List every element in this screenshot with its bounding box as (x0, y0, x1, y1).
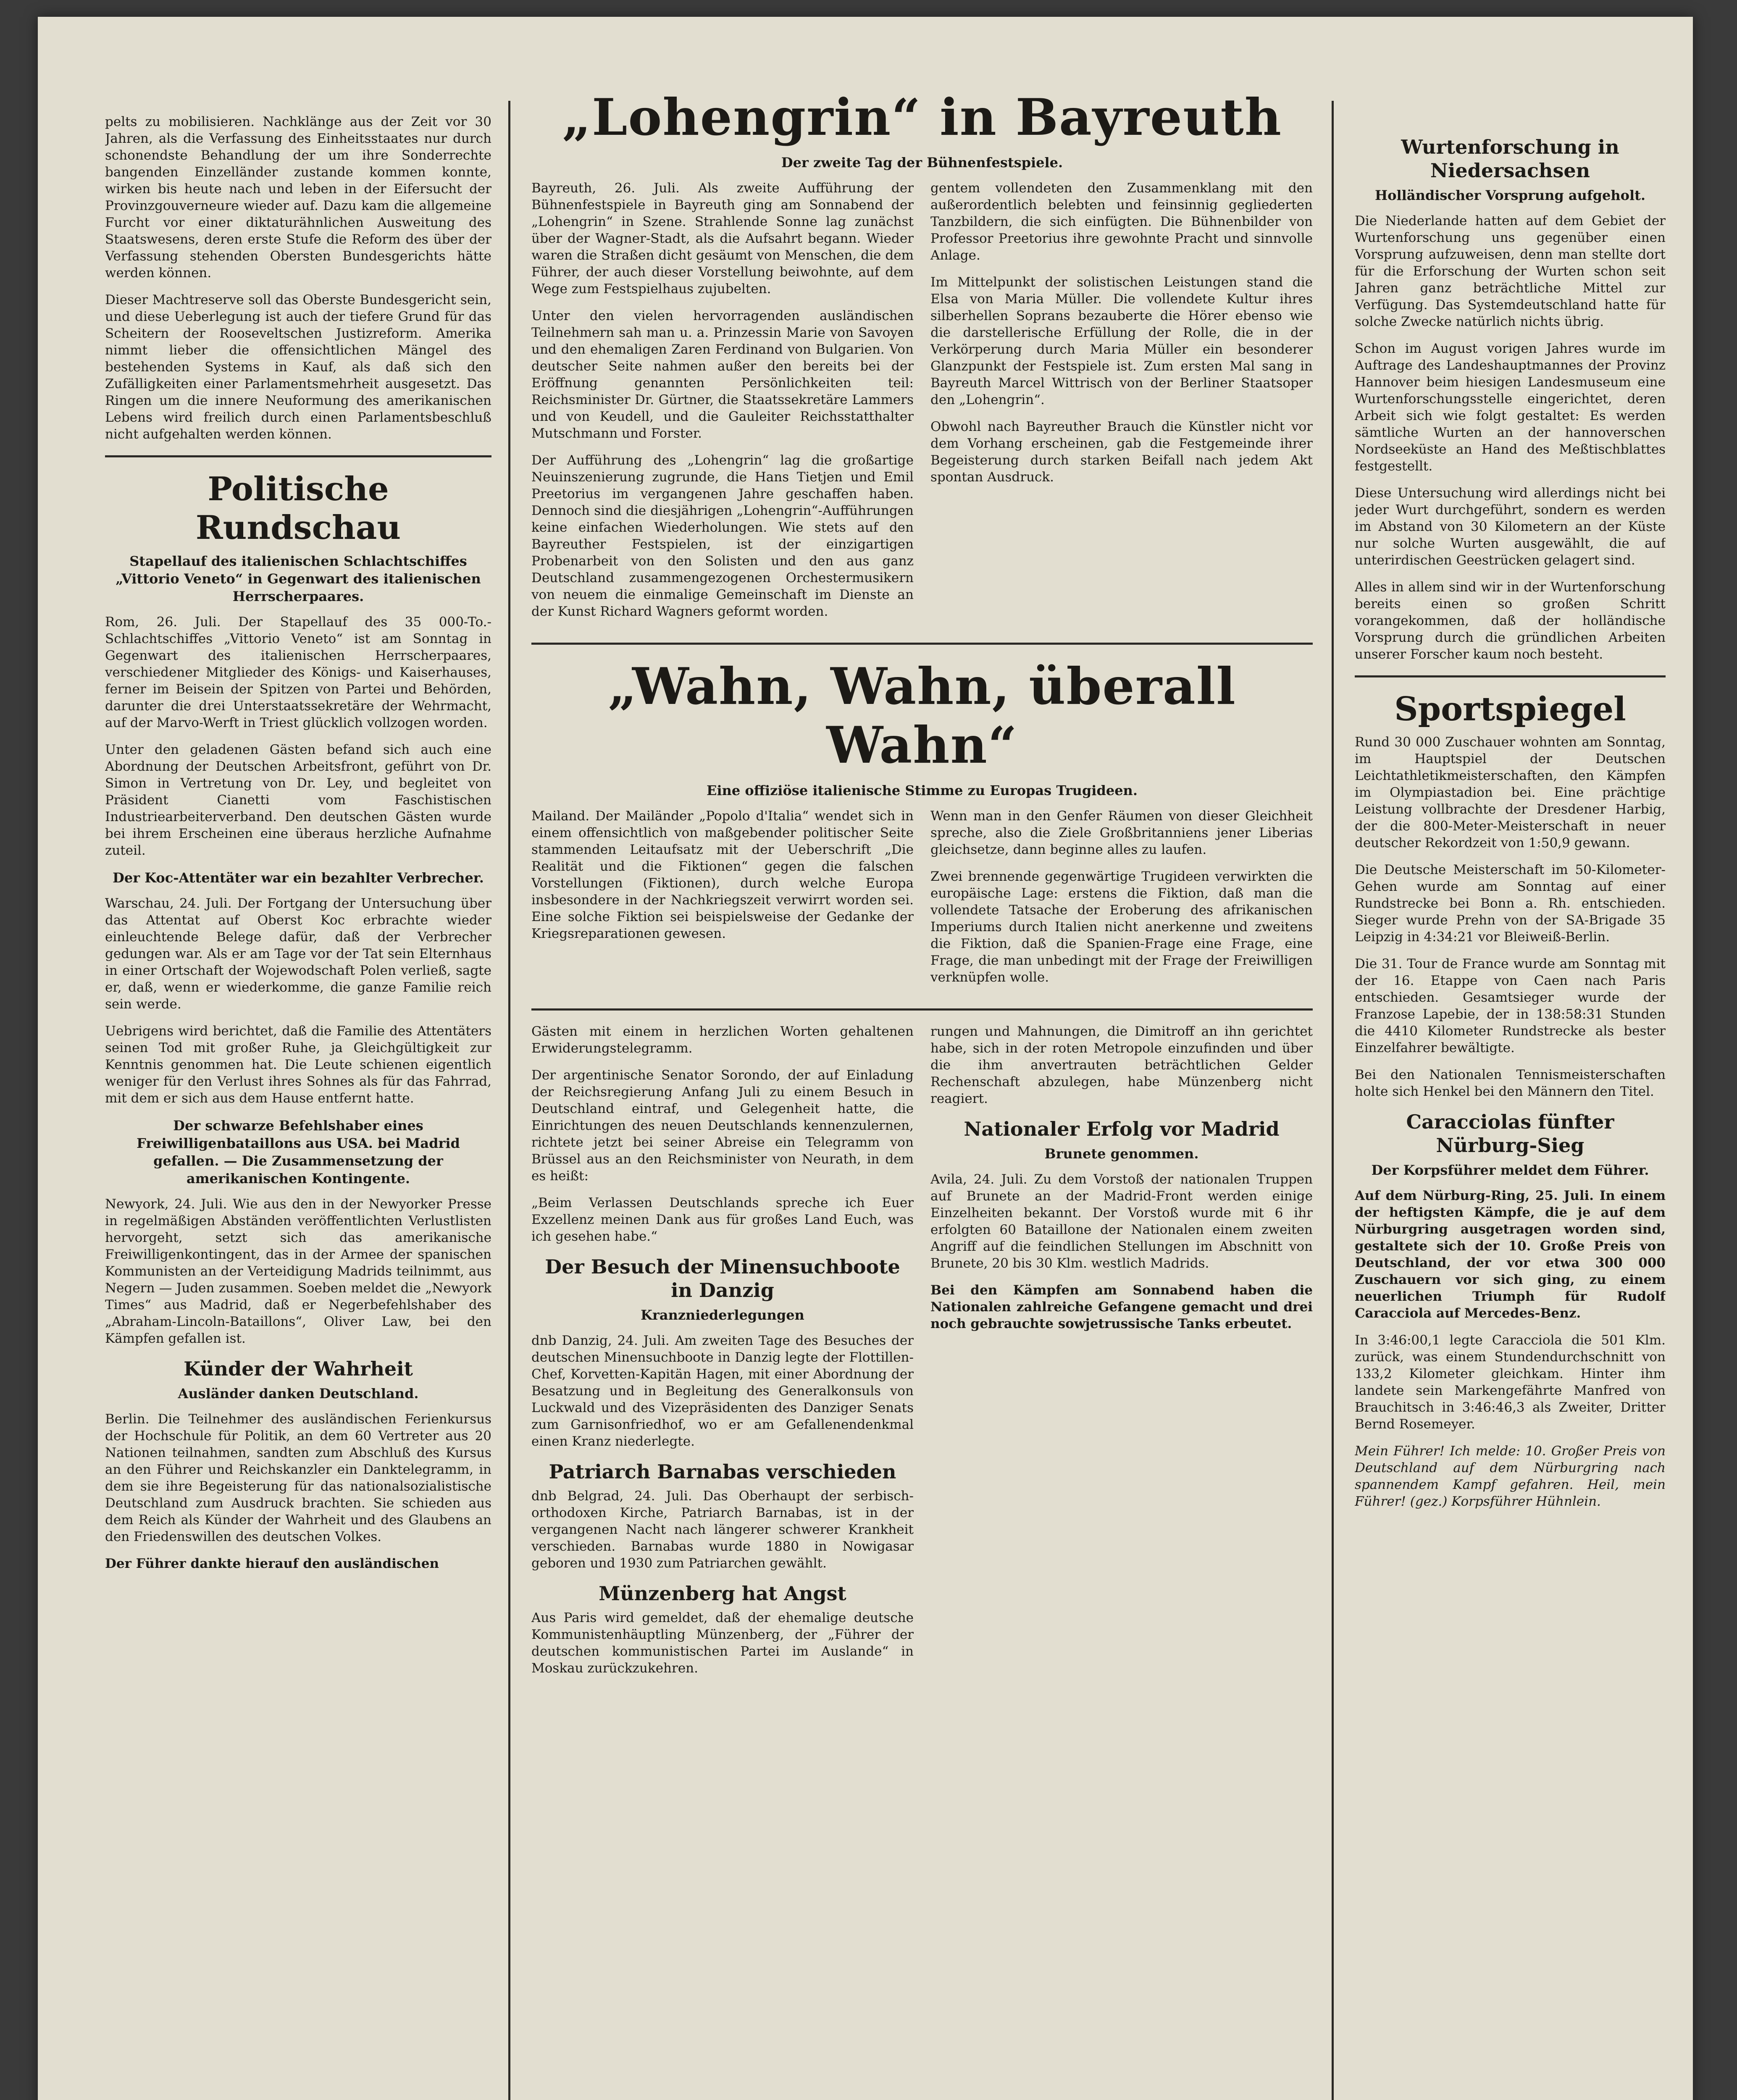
article-text: Die Deutsche Meisterschaft im 50-Kilometer-Gehen wurde am Sonntag auf einer Rundstrecke bei Bonn a. Rh. entschieden. Sieger wurde Prehn von der SA-Brigade 35 Leipzig in 4:34:21 vor Bleiweiß-Berlin. (1355, 862, 1666, 945)
headline-politische-rundschau: Politische Rundschau (195, 470, 401, 547)
divider (105, 455, 491, 457)
article-text: Unter den vielen hervorragenden ausländischen Teilnehmern sah man u. a. Prinzessin Marie von Savoyen und den ehemaligen Zaren Ferdinand von Bulgarien. Von deutscher Seite nahmen außer den bereits bei der Eröffnung genannten Persönlichkeiten teil: Reichsminister Dr. Gürtner, die Staatssekretäre Lammers und von Keudell, und die Gauleiter Reichsstatthalter Mutschmann und Forster. (531, 308, 914, 441)
article-text: In 3:46:00,1 legte Caracciola die 501 Klm. zurück, was einem Stundendurchschnitt von 133,2 Kilometer gleichkam. Hinter ihm landete sein Markengefährte Manfred von Brauchitsch in 3:46:46,3 als Zweiter, Dritter Bernd Rosemeyer. (1355, 1333, 1666, 1432)
article-text: Aus Paris wird gemeldet, daß der ehemalige deutsche Kommunistenhäuptling Münzenberg, der „Führer der deutschen kommunistischen Partei im Auslande“ in Moskau zurückzukehren. (531, 1610, 914, 1676)
divider (531, 1008, 1313, 1011)
newspaper-page (38, 17, 1693, 2100)
subheadline-kuender: Ausländer danken Deutschland. (178, 1386, 419, 1402)
article-text: „Beim Verlassen Deutschlands spreche ich Euer Exzellenz meinen Dank aus für großes Land Euch, was ich gesehen habe.“ (531, 1195, 914, 1244)
article-text: dnb Belgrad, 24. Juli. Das Oberhaupt der serbisch-orthodoxen Kirche, Patriarch Barnabas, ist in der vergangenen Nacht nach längerer schwerer Krankheit verschieden. Barnabas wurde 1880 in Nowigasar geboren und 1930 zum Patriarchen gewählt. (531, 1488, 914, 1571)
article-text: Mein Führer! Ich melde: 10. Großer Preis von Deutschland auf dem Nürburgring nach spannendem Kampf gefahren. Heil, mein Führer! (gez.) Korpsführer Hühnlein. (1355, 1444, 1666, 1509)
headline-erfolg-madrid: Nationaler Erfolg vor Madrid (964, 1118, 1280, 1140)
article-text: Avila, 24. Juli. Zu dem Vorstoß der nationalen Truppen auf Brunete an der Madrid-Front werden einige Einzelheiten bekannt. Der Vorstoß wurde mit 6 ihr erfolgten 60 Bataillone der Nationalen einem zweiten Angriff auf die feindlichen Stellungen im Abschnitt von Brunete, 20 bis 30 Klm. westlich Madrids. (930, 1172, 1313, 1271)
article-text: Rom, 26. Juli. Der Stapellauf des 35 000-To.-Schlachtschiffes „Vittorio Veneto“ ist am Sonntag in Gegenwart des italienischen Herrscherpaares, verschiedener Mitglieder des Königs- und Kaiserhauses, ferner im Beisein der Spitzen von Partei und Behörden, darunter die drei Unterstaatssekretäre der Wehrmacht, auf der Marvo-Werft in Triest glücklich vollzogen worden. (105, 614, 491, 730)
article-text: rungen und Mahnungen, die Dimitroff an ihn gerichtet habe, sich in der roten Metropole einzufinden und über die ihm anvertrauten beträchtlichen Gelder Rechenschaft abzulegen, habe Münzenberg nicht reagiert. (930, 1024, 1313, 1106)
article-text: Der Aufführung des „Lohengrin“ lag die großartige Neuinszenierung zugrunde, die Hans Tietjen und Emil Preetorius im vergangenen Jahre geschaffen haben. Dennoch sind die diesjährigen „Lohengrin“-Aufführungen keine einfachen Wiederholungen. Wie stets auf den Bayreuther Festspielen, ist der einzigartigen Probenarbeit von den Solisten und den aus ganz Deutschland zusammengezogenen Orchestermusikern von neuem die einmalige Gemeinschaft im Dienste an der Kunst Richard Wagners geformt worden. (531, 453, 914, 619)
article-text: Newyork, 24. Juli. Wie aus den in der Newyorker Presse in regelmäßigen Abständen veröffentlichten Verlustlisten hervorgeht, setzt sich das amerikanische Freiwilligenkontingent, das in der Armee der spanischen Kommunisten an der Verteidigung Madrids teilnimmt, aus Negern — Juden zusammen. Soeben meldet die „Newyork Times“ aus Madrid, daß er Negerbefehlshaber des „Abraham-Lincoln-Bataillons“, Oliver Law, bei den Kämpfen gefallen ist. (105, 1197, 491, 1346)
subheadline-bataillon: Der schwarze Befehlshaber eines Freiwilligenbataillons aus USA. bei Madrid gefallen. — Die Zusammensetzung der amerikanischen Kontingente. (137, 1118, 460, 1186)
article-text: Der Führer dankte hierauf den ausländischen (105, 1556, 439, 1571)
article-text: Gästen mit einem in herzlichen Worten gehaltenen Erwiderungstelegramm. (531, 1024, 914, 1056)
article-text: Die 31. Tour de France wurde am Sonntag mit der 16. Etappe von Caen nach Paris entschieden. Gesamtsieger wurde der Franzose Lapebie, der in 138:58:31 Stunden die 4410 Kilometer Rundstrecke als bester Einzelfahrer bewältigte. (1355, 956, 1666, 1055)
article-text: Berlin. Die Teilnehmer des ausländischen Ferienkursus der Hochschule für Politik, an dem 60 Vertreter aus 20 Nationen teilnahmen, sandten zum Abschluß des Kursus an den Führer und Reichskanzler ein Danktelegramm, in dem sie ihre Begeisterung für das nationalsozialistische Deutschland zum Ausdruck brachten. Sie schieden aus dem Reich als Künder der Wahrheit und des Glaubens an den Friedenswillen des deutschen Volkes. (105, 1412, 491, 1544)
article-text: Obwohl nach Bayreuther Brauch die Künstler nicht vor dem Vorhang erscheinen, gab die Festgemeinde ihrer Begeisterung durch starken Beifall nach jedem Akt spontan Ausdruck. (930, 419, 1313, 485)
headline-kuender-der-wahrheit: Künder der Wahrheit (184, 1357, 413, 1380)
article-text: Alles in allem sind wir in der Wurtenforschung bereits einen so großen Schritt vorangekommen, daß der holländische Vorsprung durch die gründlichen Arbeiten unserer Forscher kaum noch besteht. (1355, 580, 1666, 662)
headline-wurtenforschung: Wurtenforschung in Niedersachsen (1401, 136, 1619, 182)
article-text: Wenn man in den Genfer Räumen von dieser Gleichheit spreche, also die Ziele Großbritanniens jener Liberias gleichsetze, dann beginne alles zu laufen. (930, 808, 1313, 857)
article-text: Bei den Nationalen Tennismeisterschaften holte sich Henkel bei den Männern den Titel. (1355, 1067, 1666, 1099)
headline-sportspiegel: Sportspiegel (1394, 690, 1626, 728)
headline-muenzenberg: Münzenberg hat Angst (599, 1582, 846, 1605)
headline-lohengrin: „Lohengrin“ in Bayreuth (562, 88, 1282, 147)
subheadline-koc: Der Koc-Attentäter war ein bezahlter Verbrecher. (113, 870, 484, 886)
article-text: Diese Untersuchung wird allerdings nicht bei jeder Wurt durchgeführt, sondern es werden im Abstand von 30 Kilometern an der Küste nur solche Wurten ausgewählt, die auf unterirdischen Geestrücken gelagert sind. (1355, 486, 1666, 568)
article-text: Schon im August vorigen Jahres wurde im Auftrage des Landeshauptmannes der Provinz Hannover beim hiesigen Landesmuseum eine Wurtenforschungsstelle eingerichtet, deren Arbeit sich wie folgt gestaltet: Es werden sämtliche Wurten an der hannoverschen Nordseeküste an Hand des Meßtischblattes festgestellt. (1355, 341, 1666, 474)
column-center (531, 84, 1313, 2100)
lohengrin-article (531, 180, 1313, 630)
column-right (1355, 126, 1666, 2100)
subheadline-minensuchboote: Kranzniederlegungen (641, 1307, 804, 1323)
article-text: Mailand. Der Mailänder „Popolo d'Italia“ wendet sich in einem offensichtlich von maßgebender politischer Seite stammenden Leitaufsatz mit der Ueberschrift „Die Realität und die Fiktionen“ gegen die falschen Vorstellungen (Fiktionen), durch welche Europa insbesondere in der Nachkriegszeit verwirrt worden sei. Eine solche Fiktion sei beispielsweise der Gedanke der Kriegsreparationen gewesen. (531, 808, 914, 941)
subheadline-stapellauf: Stapellauf des italienischen Schlachtschiffes „Vittorio Veneto“ in Gegenwart des italienischen Herrscherpaares. (116, 553, 481, 604)
article-text: gentem vollendeten den Zusammenklang mit den außerordentlich belebten und feinsinnig gegliederten Tanzbildern, die sich einfügten. Die Bühnenbilder von Professor Preetorius ihre gewohnte Pracht und sinnvolle Anlage. (930, 181, 1313, 263)
article-text: Der argentinische Senator Sorondo, der auf Einladung der Reichsregierung Anfang Juli zu einem Besuch in Deutschland eintraf, und Gelegenheit hatte, die Einrichtungen des neuen Deutschlands kennenzulernen, richtete jetzt bei seiner Abreise ein Telegramm von Brüssel aus an den Reichsminister von Neurath, in dem es heißt: (531, 1068, 914, 1184)
subheadline-caracciola: Der Korpsführer meldet dem Führer. (1371, 1162, 1649, 1178)
column-rule (1332, 101, 1334, 2100)
article-text: Im Mittelpunkt der solistischen Leistungen stand die Elsa von Maria Müller. Die vollendete Kultur ihres silberhellen Soprans bezauberte die Hörer ebenso wie die darstellerische Erfüllung der Rolle, die in der Verkörperung durch Maria Müller ein besonderer Glanzpunkt der Festspiele ist. Zum ersten Mal sang in Bayreuth Marcel Wittrisch von der Berliner Staatsoper den „Lohengrin“. (930, 275, 1313, 407)
subheadline-wurtenforschung: Holländischer Vorsprung aufgeholt. (1374, 187, 1646, 203)
divider (1355, 675, 1666, 677)
article-text: Unter den geladenen Gästen befand sich auch eine Abordnung der Deutschen Arbeitsfront, geführt von Dr. Simon in Vertretung von Dr. Ley, und begleitet von Präsident Cianetti vom Faschistischen Industriearbeiterverband. Den deutschen Gästen wurde bei ihrem Erscheinen eine überaus herzliche Aufnahme zuteil. (105, 742, 491, 858)
column-rule (508, 101, 510, 2100)
article-text: Bei den Kämpfen am Sonnabend haben die Nationalen zahlreiche Gefangene gemacht und drei noch gebrauchte sowjetrussische Tanks erbeutet. (930, 1283, 1313, 1331)
article-text: dnb Danzig, 24. Juli. Am zweiten Tage des Besuches der deutschen Minensuchboote in Danzig legte der Flottillen-Chef, Korvetten-Kapitän Hagen, mit einer Abordnung der Besatzung und in Begleitung des Generalkonsuls von Luckwald und des Vizepräsidenten des Danziger Senats zum Garnisonfriedhof, wo er am Gefallenendenkmal einen Kranz niederlegte. (531, 1333, 914, 1449)
article-intro-text: pelts zu mobilisieren. Nachklänge aus der Zeit vor 30 Jahren, als die Verfassung des Einheitsstaates nur durch schonendste Behandlung der um ihre Sonderrechte bangenden Einzelländer zustande kommen konnte, wirken bis heute nach und leben in der Eifersucht der Provinzgouverneure wieder auf. Dazu kam die allgemeine Furcht vor einer diktaturähnlichen Ausweitung des Staatswesens, deren erste Stufe die Reform des über der Verfassung stehenden Obersten Bundesgerichts hätte werden können. (105, 114, 491, 281)
subheadline-brunete: Brunete genommen. (1044, 1146, 1199, 1162)
article-text: Zwei brennende gegenwärtige Trugideen verwirkten die europäische Lage: erstens die Fiktion, daß man die vollendete Tatsache der Eroberung des afrikanischen Imperiums durch Italien nicht anerkenne und zweitens die Fiktion, daß die Spanien-Frage eine Frage, eine Frage, die man unbedingt mit der Frage der Freiwilligen verknüpfen wolle. (930, 869, 1313, 985)
subheadline-lohengrin: Der zweite Tag der Bühnenfestspiele. (781, 155, 1063, 171)
article-text: Rund 30 000 Zuschauer wohnten am Sonntag, im Hauptspiel der Deutschen Leichtathletikmeisterschaften, den Kämpfen im Olympiastadion bei. Eine prächtige Leistung vollbrachte der Dresdener Harbig, der die 800-Meter-Meisterschaft in neuer deutscher Rekordzeit von 1:50,9 gewann. (1355, 735, 1666, 850)
headline-minensuchboote: Der Besuch der Minensuchboote in Danzig (545, 1255, 900, 1302)
divider (531, 643, 1313, 645)
column-left (105, 113, 491, 2100)
lower-articles (531, 1023, 1313, 1687)
article-text: Auf dem Nürburg-Ring, 25. Juli. In einem der heftigsten Kämpfe, die je auf dem Nürburgring ausgetragen worden sind, gestaltete sich der 10. Große Preis von Deutschland, der vor etwa 300 000 Zuschauern vor sich ging, zu einem neuerlichen Triumph für Rudolf Caracciola auf Mercedes-Benz. (1355, 1188, 1666, 1321)
article-text: Dieser Machtreserve soll das Oberste Bundesgericht sein, und diese Ueberlegung ist auch der tiefere Grund für das Scheitern der Rooseveltschen Justizreform. Amerika nimmt lieber die offensichtlichen Mängel des bestehenden Systems in Kauf, als daß sich den Zufälligkeiten einer Parlamentsmehrheit ausgesetzt. Das Ringen um die innere Neuformung des amerikanischen Lebens wird freilich durch einen Parlamentsbeschluß nicht aufgehalten werden können. (105, 292, 491, 442)
article-text: Die Niederlande hatten auf dem Gebiet der Wurtenforschung uns gegenüber einen Vorsprung aufzuweisen, denn man stellte dort für die Erforschung der Wurten schon seit Jahren ganz beträchtliche Mittel zur Verfügung. Das Systemdeutschland hatte für solche Zwecke natürlich nichts übrig. (1355, 213, 1666, 329)
article-text: Uebrigens wird berichtet, daß die Familie des Attentäters seinen Tod mit großer Ruhe, ja Gleichgültigkeit zur Kenntnis genommen hat. Die Leute schienen eigentlich weniger für den Verlust ihres Sohnes als für das Fahrrad, mit dem er sich aus dem Hause entfernt hatte. (105, 1024, 491, 1106)
article-text: Bayreuth, 26. Juli. Als zweite Aufführung der Bühnenfestspiele in Bayreuth ging am Sonnabend der „Lohengrin“ in Szene. Strahlende Sonne lag zunächst über der Wagner-Stadt, als die Aufsahrt begann. Wieder waren die Straßen dicht gesäumt von Menschen, die dem Führer, der auch dieser Vorstellung beiwohnte, auf dem Wege zum Festspielhaus zujubelten. (531, 181, 914, 297)
subheadline-wahn: Eine offiziöse italienische Stimme zu Europas Trugideen. (707, 782, 1138, 798)
article-text: Warschau, 24. Juli. Der Fortgang der Untersuchung über das Attentat auf Oberst Koc erbrachte wieder einleuchtende Belege dafür, daß der Verbrecher gedungen war. Als er am Tage vor der Tat sein Elternhaus in einer Ortschaft der Wojewodschaft Polen verließ, sagte er, daß, wenn er wiederkomme, die ganze Familie reich sein werde. (105, 896, 491, 1012)
headline-caracciola: Caracciolas fünfter Nürburg-Sieg (1406, 1110, 1614, 1157)
headline-barnabas: Patriarch Barnabas verschieden (549, 1460, 896, 1483)
wahn-article (531, 808, 1313, 996)
headline-wahn: „Wahn, Wahn, überall Wahn“ (608, 657, 1236, 775)
